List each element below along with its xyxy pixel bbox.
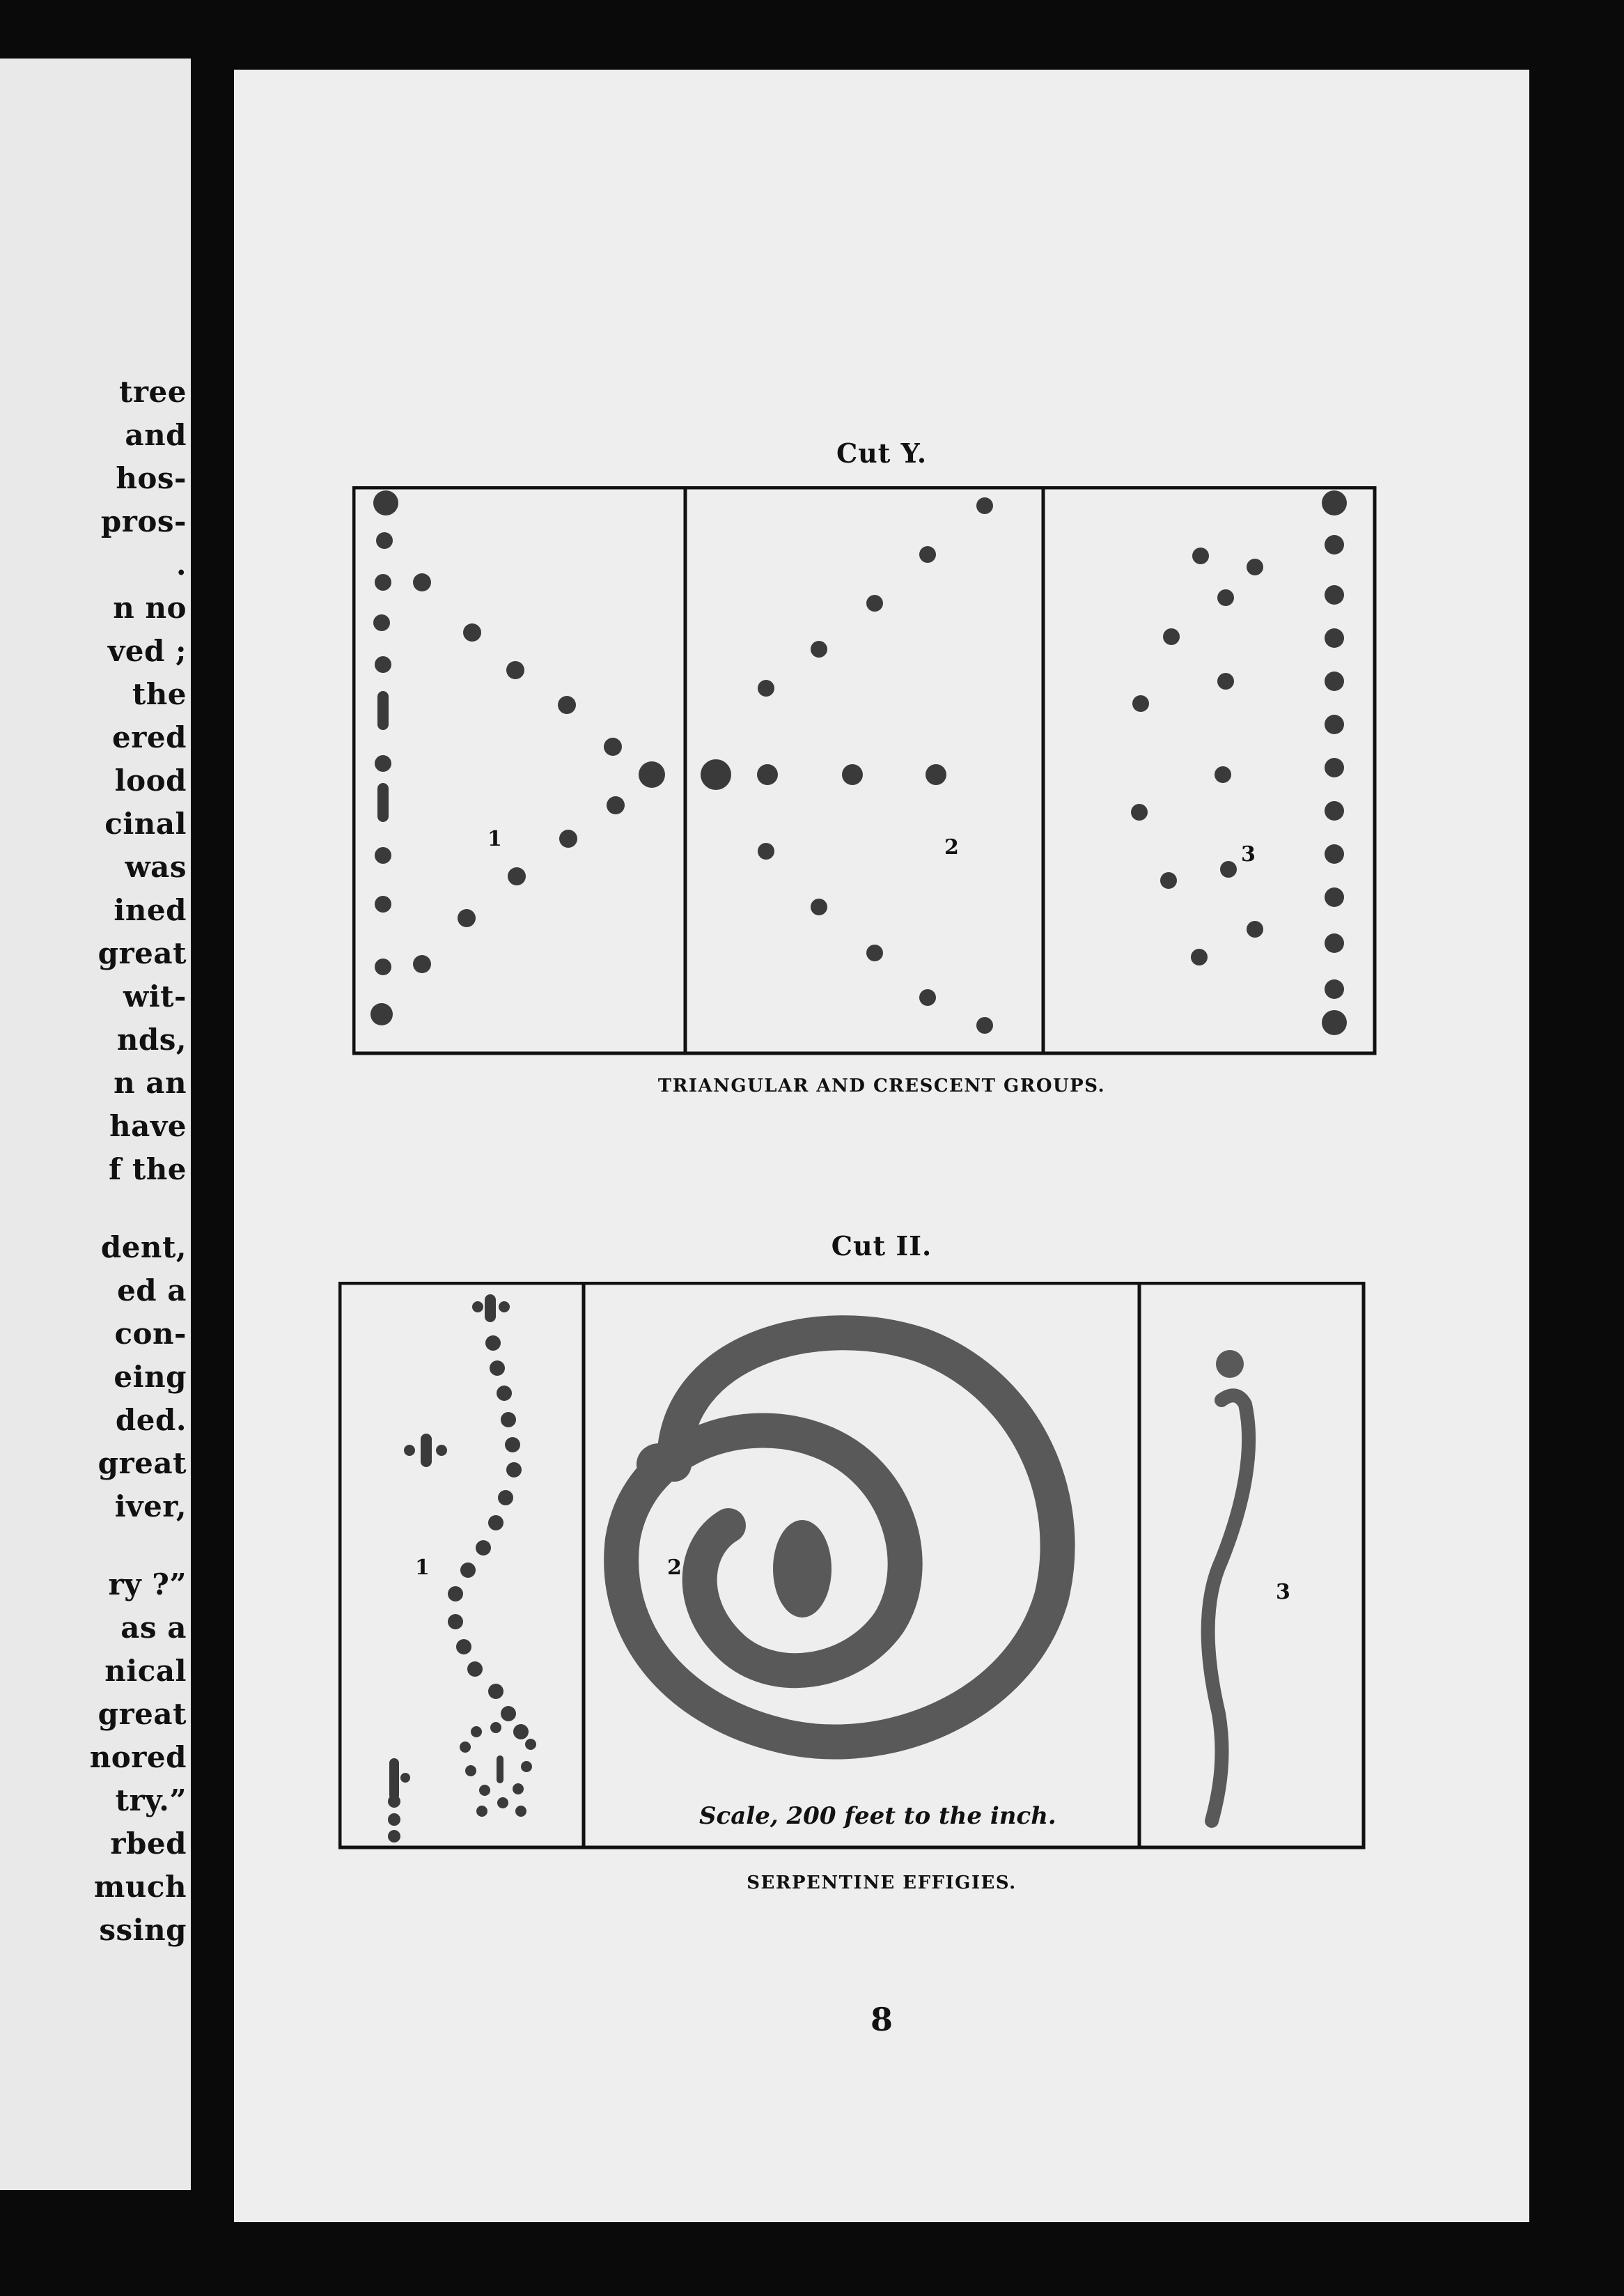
mound-dot [1322,1010,1347,1035]
elongated-mound [497,1755,503,1783]
left-page-line-fragment: f the [109,1152,187,1186]
left-page-line-fragment: and [125,418,187,452]
figure-1-mound-dots [370,490,1347,1035]
mound-dot [976,497,993,514]
left-page-line-fragment: hos- [116,461,187,495]
mound-dot [757,764,778,785]
left-page-line-fragment: great [97,936,187,970]
left-page-line-fragment: ed a [117,1273,187,1308]
mound-dot [499,1301,510,1312]
mound-dot [1325,672,1344,691]
page-number: 8 [870,2001,893,2038]
mound-dot [607,796,625,814]
mound-dot [375,959,391,975]
left-page-line-fragment: much [93,1870,187,1904]
mound-dot [604,738,622,756]
left-page-line-fragment: ered [112,720,187,754]
mound-dot [515,1806,526,1817]
left-page-line-fragment: rbed [110,1826,187,1861]
elongated-mound [421,1434,432,1467]
figure-2-caption: SERPENTINE EFFIGIES. [747,1872,1017,1893]
mound-dot [488,1515,503,1530]
mound-dot [501,1706,516,1721]
left-page-line-fragment: dent, [100,1230,187,1264]
mound-dot [476,1540,491,1556]
mound-dot [1163,628,1180,645]
left-page-line-fragment: . [175,548,187,582]
left-page-line-fragment: ry ?” [108,1567,187,1601]
mound-dot [1325,979,1344,999]
mound-dot [460,1562,476,1578]
left-page-line-fragment: tree [119,375,187,409]
mound-dot [436,1445,447,1456]
mound-dot [1192,548,1209,564]
mound-dot [811,641,827,658]
mound-dot [448,1614,463,1629]
figure-1-triangular-and-crescent-groups [352,486,1397,1067]
mound-dot [472,1301,483,1312]
figure-2-title: Cut II. [831,1230,932,1262]
mound-dot [375,574,391,591]
figure-1-panel-label-1: 1 [487,827,502,851]
left-page-line-fragment: iver, [114,1489,187,1523]
left-page-line-fragment: wit- [123,979,187,1014]
mound-dot [498,1490,513,1505]
mound-dot [375,896,391,913]
left-page-line-fragment: pros- [100,504,187,538]
mound-dot [521,1761,532,1772]
mound-dot [497,1797,508,1808]
mound-dot [1325,801,1344,821]
mound-dot [1220,861,1237,878]
mound-dot [976,1017,993,1034]
mound-dot [373,490,398,515]
mound-dot [490,1722,501,1733]
mound-dot [497,1386,512,1401]
left-page-line-fragment: n an [114,1066,187,1100]
mound-dot [926,764,946,785]
mound-dot [488,1684,503,1699]
mound-dot [919,546,936,563]
left-page-line-fragment: ded. [115,1403,187,1437]
serpent-effigy-oval-mound [773,1520,831,1618]
mound-dot [1191,949,1208,965]
mound-dot [375,656,391,673]
mound-dot [1325,887,1344,907]
figure-2-scale-note: Scale, 200 feet to the inch. [699,1802,1056,1830]
left-page-line-fragment: great [97,1697,187,1731]
left-page-line-fragment: nical [104,1654,187,1688]
left-page-line-fragment: n no [113,591,187,625]
mound-dot [471,1726,482,1737]
mound-dot [639,761,665,788]
left-page-line-fragment: ved ; [107,634,187,668]
mound-dot [1247,559,1263,575]
mound-dot [413,573,431,591]
serpent-effigy-spiral [621,1333,1057,1742]
mound-dot [1325,585,1344,605]
mound-dot [404,1445,415,1456]
mound-dot [506,1462,522,1477]
mound-dot [388,1830,400,1843]
mound-dot [463,623,481,642]
figure-2-panel-label-2: 2 [667,1556,682,1580]
mound-dot [465,1765,476,1776]
mound-dot [1217,673,1234,690]
left-page-line-fragment: nds, [116,1023,187,1057]
mound-dot [1325,628,1344,648]
mound-dot [866,945,883,961]
mound-dot [460,1742,471,1753]
mound-dot [1325,535,1344,554]
left-page-line-fragment: try.” [115,1783,187,1817]
mound-dot [1325,715,1344,734]
mound-dot [375,847,391,864]
mound-dot [1160,872,1177,889]
mound-dot [388,1795,400,1808]
left-page-line-fragment: ined [114,893,187,927]
left-page-line-fragment: ssing [99,1913,187,1947]
mound-dot [1131,804,1148,821]
left-page-line-fragment: great [97,1446,187,1480]
mound-dot [448,1586,463,1601]
figure-2-serpentine-effigies [338,1282,1390,1867]
right-page [234,70,1529,2222]
mound-dot [919,989,936,1006]
left-page-line-fragment: the [132,677,187,711]
figure-1-panel-label-2: 2 [944,835,959,860]
left-page-line-fragment: cinal [104,807,187,841]
mound-dot [485,1335,501,1351]
elongated-mound [377,691,389,730]
mound-dot [559,830,577,848]
mound-dot [701,759,731,790]
mound-dot [476,1806,487,1817]
mound-dot [758,680,774,697]
elongated-mound [377,783,389,822]
left-page-line-fragment: have [109,1109,187,1143]
mound-dot [508,867,526,885]
mound-dot [501,1412,516,1427]
mound-dot [1325,933,1344,953]
mound-dot [370,1003,393,1025]
mound-dot [811,899,827,915]
mound-dot [456,1639,471,1654]
mound-dot [413,955,431,973]
mound-dot [1132,695,1149,712]
figure-1-title: Cut Y. [836,437,928,469]
mound-dot [467,1661,483,1677]
mound-dot [1215,766,1231,783]
mound-dot [490,1360,505,1376]
serpent-effigy-head [637,1443,681,1485]
mound-dot [505,1437,520,1452]
mound-dot [375,755,391,772]
effigy-3-head-mound [1216,1350,1244,1378]
mound-dot [1217,589,1234,606]
effigy-1-mound-chain [388,1294,536,1843]
mound-dot [513,1783,524,1794]
figure-2-panel-label-1: 1 [415,1556,430,1580]
left-page-line-fragment: con- [114,1317,187,1351]
mound-dot [1325,844,1344,864]
figure-1-panel-label-3: 3 [1241,842,1256,867]
mound-dot [388,1813,400,1826]
left-page-line-fragment: eing [114,1360,187,1394]
mound-dot [479,1785,490,1796]
mound-dot [758,843,774,860]
left-page [0,59,191,2190]
mound-dot [373,614,390,631]
mound-dot [558,696,576,714]
mound-dot [866,595,883,612]
left-page-line-fragment: nored [89,1740,187,1774]
mound-dot [376,532,393,549]
effigy-3-serpent-body [1208,1395,1249,1821]
left-page-line-fragment: as a [120,1611,187,1645]
figure-1-caption: TRIANGULAR AND CRESCENT GROUPS. [657,1076,1106,1096]
mound-dot [842,764,863,785]
mound-dot [400,1773,410,1783]
mound-dot [458,909,476,927]
mound-dot [1322,490,1347,515]
mound-dot [1247,921,1263,938]
left-page-line-fragment: lood [114,763,187,798]
elongated-mound [485,1294,496,1322]
mound-dot [513,1724,529,1739]
elongated-mound [389,1758,399,1800]
mound-dot [506,661,524,679]
mound-dot [525,1739,536,1750]
figure-2-panel-label-3: 3 [1276,1580,1290,1604]
left-page-line-fragment: was [125,850,187,884]
mound-dot [1325,758,1344,777]
